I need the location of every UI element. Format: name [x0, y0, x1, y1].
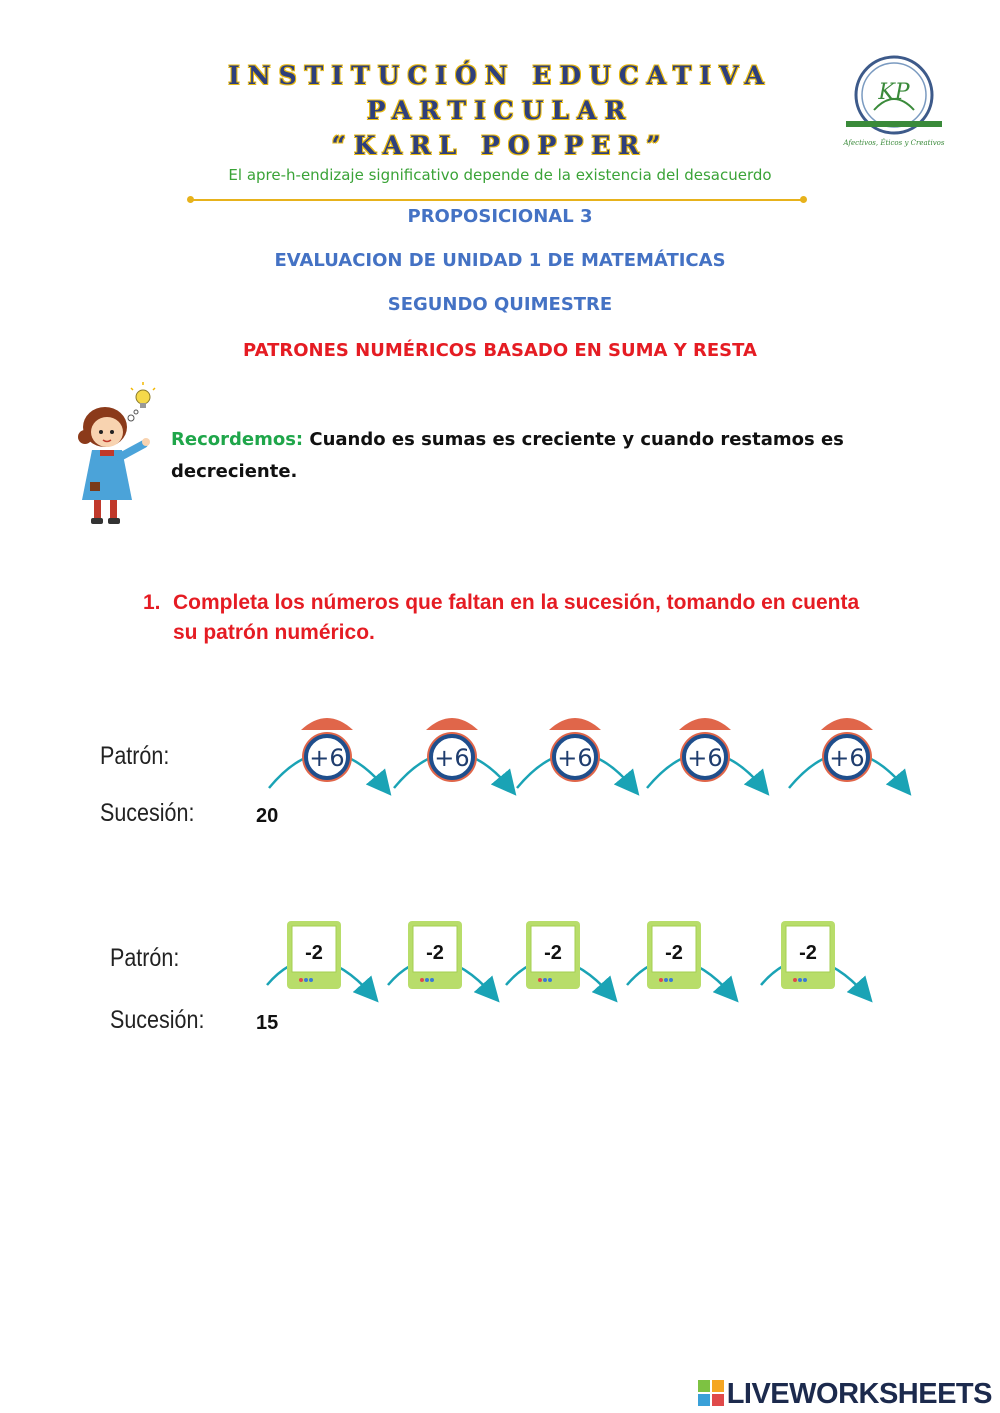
exercise1-pattern-label: Patrón:: [100, 742, 170, 770]
pattern-step-label: +6: [434, 744, 470, 772]
institution-title-line3: “KARL POPPER”: [331, 131, 669, 160]
institution-title-line1: INSTITUCIÓN EDUCATIVA: [228, 61, 772, 90]
evaluation-title: EVALUACION DE UNIDAD 1 DE MATEMÁTICAS: [274, 250, 726, 271]
divider-dot-right: [800, 196, 807, 203]
proposicional-title: PROPOSICIONAL 3: [407, 206, 593, 227]
exercise2-pattern-diagram: [255, 910, 895, 1010]
liveworksheets-brand: LIVEWORKSHEETS: [726, 1378, 992, 1410]
school-motto: El apre-h-endizaje significativo depende de la existencia del desacuerdo: [228, 166, 772, 184]
question-number: 1.: [143, 591, 161, 614]
pattern-step-label: +6: [557, 744, 593, 772]
exercise2-start-number: 15: [256, 1012, 279, 1034]
pattern-step-label: -2: [544, 942, 562, 964]
pattern-step-label: -2: [665, 942, 683, 964]
exercise2-sequence-label: Sucesión:: [110, 1006, 205, 1034]
logo-caption: Afectivos, Éticos y Creativos: [843, 139, 945, 147]
exercise2-pattern-label: Patrón:: [110, 944, 180, 972]
exercise1-sequence-label: Sucesión:: [100, 799, 195, 827]
girl-illustration: [70, 382, 170, 532]
question-1: [143, 588, 863, 648]
liveworksheets-logo-icon: [698, 1380, 724, 1406]
lightbulb-icon: [128, 382, 155, 421]
reminder-body: Cuando es sumas es creciente y cuando restamos es decreciente.: [171, 429, 844, 482]
exercise1-pattern-diagram: [255, 700, 925, 810]
reminder-lead: Recordemos:: [171, 429, 304, 450]
question-text: Completa los números que faltan en la sucesión, tomando en cuenta su patrón numérico.: [173, 591, 860, 644]
logo-letters: KP: [878, 80, 910, 105]
pattern-step-label: -2: [305, 942, 323, 964]
term-title: SEGUNDO QUIMESTRE: [387, 294, 613, 315]
topic-title: PATRONES NUMÉRICOS BASADO EN SUMA Y RESTA: [243, 340, 757, 361]
header-divider: [190, 199, 805, 201]
pattern-step-label: +6: [687, 744, 723, 772]
reminder-text: [171, 424, 851, 488]
pattern-step-label: +6: [309, 744, 345, 772]
exercise1-start-number: 20: [256, 805, 279, 827]
pattern-step-label: +6: [829, 744, 865, 772]
institution-title-line2: PARTICULAR: [366, 96, 634, 125]
school-logo: [834, 55, 954, 155]
pattern-step-label: -2: [426, 942, 444, 964]
pattern-step-label: -2: [799, 942, 817, 964]
